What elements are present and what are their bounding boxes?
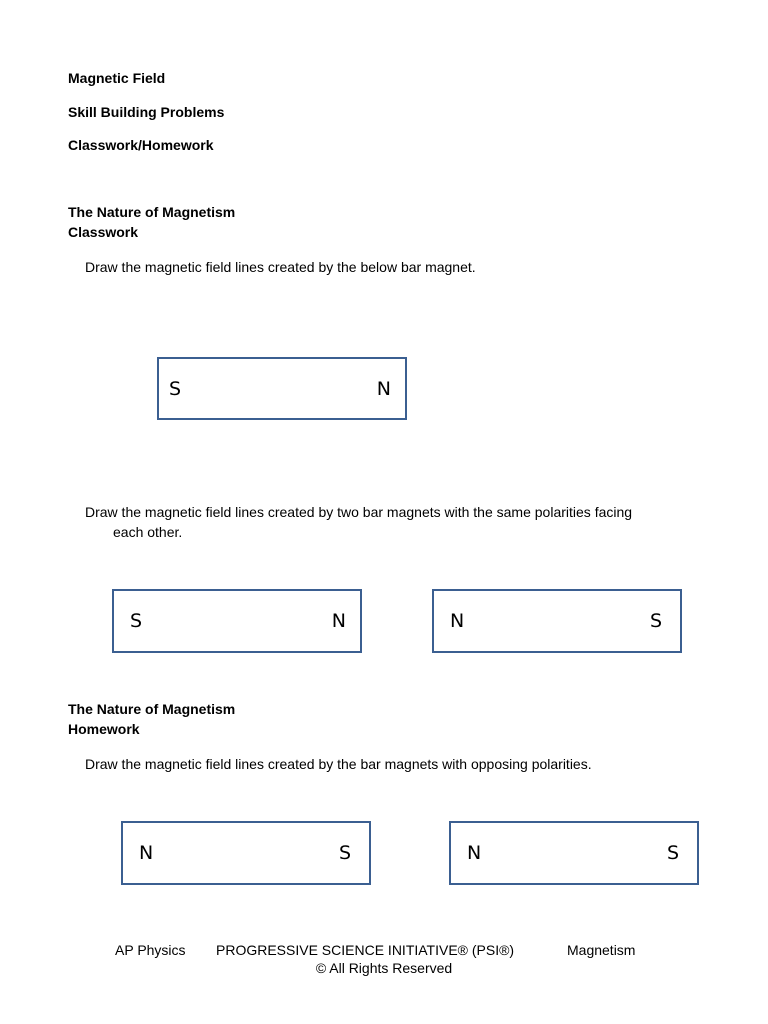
footer-course: AP Physics bbox=[115, 942, 186, 958]
pole-label: S bbox=[169, 377, 182, 400]
section-subtitle-homework: Homework bbox=[68, 721, 140, 737]
document-subtitle: Skill Building Problems bbox=[68, 104, 225, 120]
document-type: Classwork/Homework bbox=[68, 137, 214, 153]
question-1: Draw the magnetic field lines created by the below bar magnet. bbox=[85, 259, 476, 275]
pole-label: N bbox=[376, 377, 391, 400]
footer-copyright: © All Rights Reserved bbox=[315, 960, 453, 976]
pole-label: S bbox=[666, 842, 679, 864]
question-2-line-2: each other. bbox=[113, 524, 183, 540]
question-2-line-1: Draw the magnetic field lines created by two bar magnets with the same polarities facing bbox=[85, 504, 633, 520]
pole-label: N bbox=[450, 610, 465, 632]
section-title-homework: The Nature of Magnetism bbox=[68, 701, 236, 717]
section-subtitle-classwork: Classwork bbox=[68, 224, 139, 240]
bar-magnet bbox=[112, 589, 362, 653]
bar-magnet bbox=[449, 821, 699, 885]
pole-label: S bbox=[649, 610, 662, 632]
section-title-classwork: The Nature of Magnetism bbox=[68, 204, 236, 220]
bar-magnet bbox=[432, 589, 682, 653]
pole-label: S bbox=[338, 842, 351, 864]
document-title: Magnetic Field bbox=[68, 70, 166, 86]
footer-organization: PROGRESSIVE SCIENCE INITIATIVE® (PSI®) bbox=[216, 942, 515, 958]
bar-magnet bbox=[121, 821, 371, 885]
pole-label: S bbox=[130, 610, 143, 632]
pole-label: N bbox=[331, 610, 346, 632]
bar-magnet bbox=[157, 357, 407, 420]
pole-label: N bbox=[467, 842, 482, 864]
question-3: Draw the magnetic field lines created by the bar magnets with opposing polarities. bbox=[85, 756, 592, 772]
pole-label: N bbox=[139, 842, 154, 864]
footer-topic: Magnetism bbox=[567, 942, 636, 958]
